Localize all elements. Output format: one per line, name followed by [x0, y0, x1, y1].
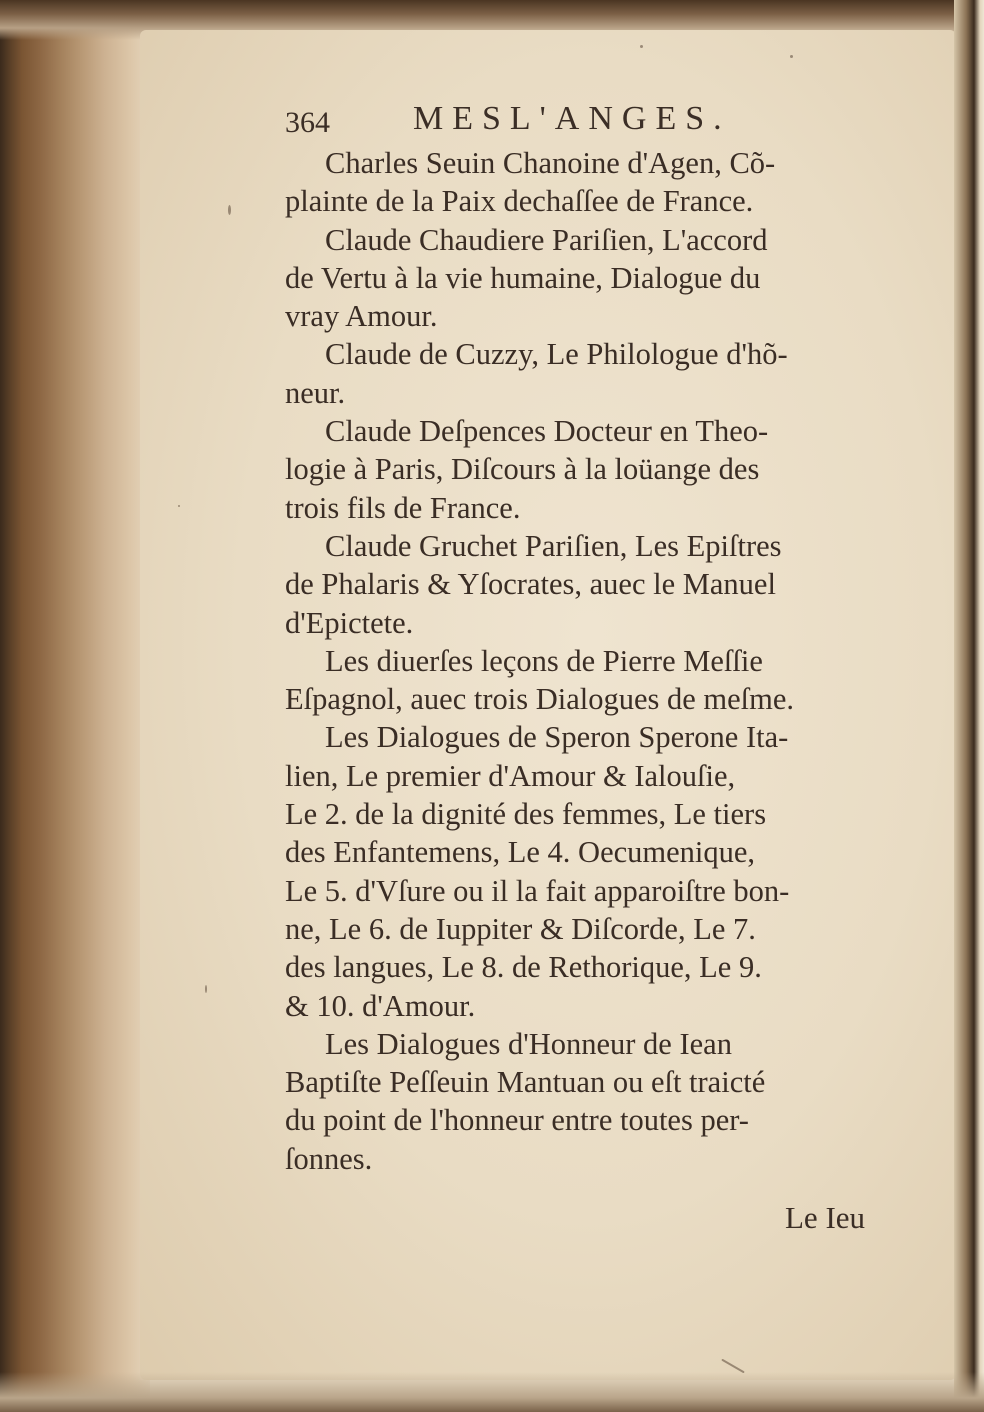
entry-line: ne, Le 6. de Iuppiter & Diſcorde, Le 7.	[285, 911, 756, 946]
entry-line: Les Dialogues d'Honneur de Iean	[325, 1026, 732, 1061]
entry	[285, 642, 885, 719]
entry	[285, 527, 885, 642]
entry	[285, 221, 885, 336]
entry	[285, 144, 885, 221]
entry-line: & 10. d'Amour.	[285, 988, 476, 1023]
bottom-page-edge	[0, 1372, 984, 1412]
entry	[285, 412, 885, 527]
entry-line: des Enfantemens, Le 4. Oecumenique,	[285, 835, 756, 870]
paper-speck	[228, 205, 231, 215]
entry	[285, 1025, 885, 1178]
entry-line: Baptiſte Peſſeuin Mantuan ou eſt traicté	[285, 1065, 766, 1100]
entry-line: Charles Seuin Chanoine d'Agen, Cõ-	[325, 146, 776, 180]
paper-speck	[178, 505, 180, 507]
entry-line: Eſpagnol, auec trois Dialogues de meſme.	[285, 682, 795, 717]
entry-line: Claude de Cuzzy, Le Philologue d'hõ-	[325, 337, 788, 372]
entry-line: Claude Gruchet Pariſien, Les Epiſtres	[325, 528, 782, 563]
entry-line: Les Dialogues de Speron Sperone Ita-	[325, 720, 789, 755]
book-binding-edge	[0, 0, 150, 1412]
paper-speck	[640, 45, 643, 48]
entry-line: d'Epictete.	[285, 605, 414, 640]
entry	[285, 718, 885, 1024]
running-head	[285, 100, 885, 144]
paper-speck	[205, 985, 207, 993]
entry-line: plainte de la Paix dechaſſee de France.	[285, 184, 754, 219]
entry-line: du point de l'honneur entre toutes per-	[285, 1103, 749, 1138]
entry-line: neur.	[285, 375, 346, 410]
entry-line: des langues, Le 8. de Rethorique, Le 9.	[285, 950, 762, 985]
bibliography-entries	[285, 144, 885, 1178]
entry-line: Le 2. de la dignité des femmes, Le tiers	[285, 797, 767, 832]
running-title: MESL'ANGES.	[413, 100, 731, 137]
entry-line: lien, Le premier d'Amour & Ialouſie,	[285, 758, 736, 793]
entry-line: de Vertu à la vie humaine, Dialogue du	[285, 260, 761, 295]
entry-line: Claude Chaudiere Pariſien, L'accord	[325, 222, 768, 257]
next-page-edge	[954, 0, 984, 1412]
entry-line: de Phalaris & Yſocrates, auec le Manuel	[285, 567, 776, 602]
entry-line: trois fils de France.	[285, 490, 521, 525]
entry-line: vray Amour.	[285, 299, 438, 334]
paper-speck	[790, 55, 793, 58]
page-text-block	[285, 100, 885, 1178]
entry-line: logie à Paris, Diſcours à la loüange des	[285, 452, 760, 487]
entry-line: Claude Deſpences Docteur en Theo-	[325, 414, 769, 449]
entry-line: ſonnes.	[285, 1141, 373, 1176]
entry-line: Le 5. d'Vſure ou il la fait apparoiſtre bon-	[285, 873, 790, 908]
page-number: 364	[285, 106, 330, 139]
entry-line: Les diuerſes leçons de Pierre Meſſie	[325, 643, 763, 678]
catchword: Le Ieu	[785, 1200, 866, 1235]
entry	[285, 335, 885, 412]
